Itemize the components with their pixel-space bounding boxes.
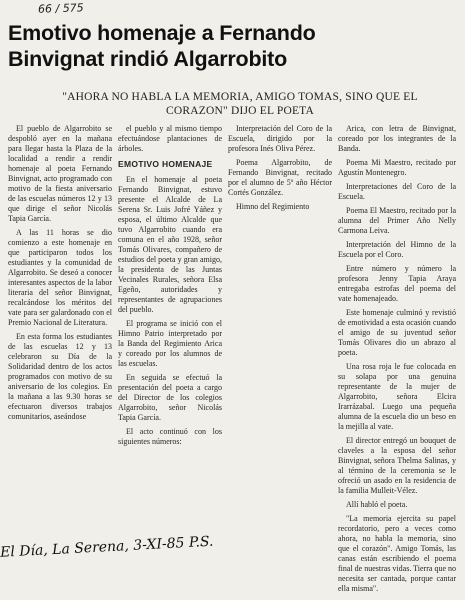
paragraph: Poema Algarrobito, de Fernando Binvignat, recitado por el alumno de 5º año Héctor Cortés González. (228, 158, 332, 197)
column-2 (118, 124, 222, 454)
headline-line-1: Emotivo homenaje a Fernando (8, 21, 316, 45)
column-4 (338, 124, 456, 593)
article-body (6, 124, 461, 593)
column-3 (228, 124, 332, 254)
paragraph: "La memoria ejercita su papel recordatorio, pero a veces como ahora, no habla la memoria, sino que el corazón". Amigo Tomás, las canas están escribiendo el poema final de nuestras vidas. Tierra que no necesita ser cantada, porque cantar ella misma". (338, 514, 456, 593)
handwritten-source-note: El Día, La Serena, 3-XI-85 P.S. (0, 533, 214, 561)
paragraph: Entre número y número la profesora Jenny Tapia Araya entregaba estrofas del poema del vate homenajeado. (338, 264, 456, 303)
paragraph: El programa se inició con el Himno Patrio interpretado por la Banda del Regimiento Arica y coreado por los alumnos de las escuelas. (118, 319, 222, 368)
paragraph: El acto continuó con los siguientes números: (118, 427, 222, 446)
paragraph: El pueblo de Algarrobito se despobló ayer en la mañana para llegar hasta la Plaza de la localidad a rendir a rendir homenaje al poeta Fernando Binvignat, acto programado con motivo de la fiesta aniversario de las escuelas números 12 y 13 que dirige el señor Nicolás Tapia García. (8, 124, 112, 223)
paragraph: Este homenaje culminó y revistió de emotividad a esta ocasión cuando el amigo de su juventud señor Tomás Olivares dio un abrazo al poeta. (338, 308, 456, 357)
paragraph: En seguida se efectuó la presentación del poeta a cargo del Director de los colegios Algarrobito, señor Nicolás Tapia García. (118, 373, 222, 422)
paragraph: Allí habló el poeta. (346, 500, 408, 509)
paragraph: Himno del Regimiento (236, 202, 310, 211)
column-1 (8, 124, 112, 542)
article-headline (8, 20, 460, 72)
paragraph: Interpretaciones del Coro de la Escuela. (338, 182, 456, 201)
paragraph: En el homenaje al poeta Fernando Binvignat, estuvo presente el Alcalde de La Serena Sr. Luis Jofré Yáñez y esposa, el último Alcalde que tuvo Algarrobito cuando era comuna en el año 1928, señor Tomás Olivares, compañero de estudios del poeta y gran amigo, la presidenta de las Juntas Vecinales Rurales, señora Elsa Egeño, autoridades y representantes de agrupaciones del pueblo. (118, 175, 222, 314)
headline-line-2: Binvignat rindió Algarrobito (8, 47, 288, 71)
paragraph: El director entregó un bouquet de claveles a la esposa del señor Binvignat, señora Thelma Salinas, y al término de la ceremonia se le ofreció un asado en la residencia de la familia Mulleit-Vélez. (338, 436, 456, 495)
paragraph: Poema Mi Maestro, recitado por Agustín Montenegro. (338, 158, 456, 177)
paragraph: el pueblo y al mismo tiempo efectuándose plantaciones de árboles. (118, 124, 222, 153)
article-subheadline: "AHORA NO HABLA LA MEMORIA, AMIGO TOMAS, SINO QUE EL CORAZON" DIJO EL POETA (62, 91, 418, 117)
paragraph: Poema El Maestro, recitado por la alumna del Primer Año Nelly Carmona Leiva. (338, 206, 456, 235)
handwritten-catalog-note: 66 / 575 (37, 1, 84, 16)
paragraph: Interpretación del Coro de la Escuela, dirigido por la profesora Inés Oliva Pérez. (228, 124, 332, 153)
paragraph: A las 11 horas se dio comienzo a este homenaje en que participaron todos los estudiantes y la comunidad de Algarrobito. Se deseó a conocer interesantes aspectos de la labor literaria del señor Binvignat, recalcándose los méritos del vate para ser galardonado con el Premio Nacional de Literatura. (8, 228, 112, 327)
paragraph: Interpretación del Himno de la Escuela por el Coro. (338, 240, 456, 259)
section-heading: EMOTIVO HOMENAJE (118, 159, 213, 169)
paragraph: Arica, con letra de Binvignat, coreado por los integrantes de la Banda. (338, 124, 456, 153)
paragraph: Una rosa roja le fue colocada en su solapa por una genuina representante de la mujer de Algarrobito, señora Elcira Irarrázabal. Luego una pequeña alumna de la escuela dio un beso en la mejilla al vate. (338, 362, 456, 431)
paragraph: En esta forma los estudiantes de las escuelas 12 y 13 celebraron su Día de la Solidaridad dentro de los actos programados con motivo de su aniversario de los colegios. En la mañana a las 9.30 horas se efectuaron diversos trabajos comunitarios, aseándose (8, 332, 112, 421)
